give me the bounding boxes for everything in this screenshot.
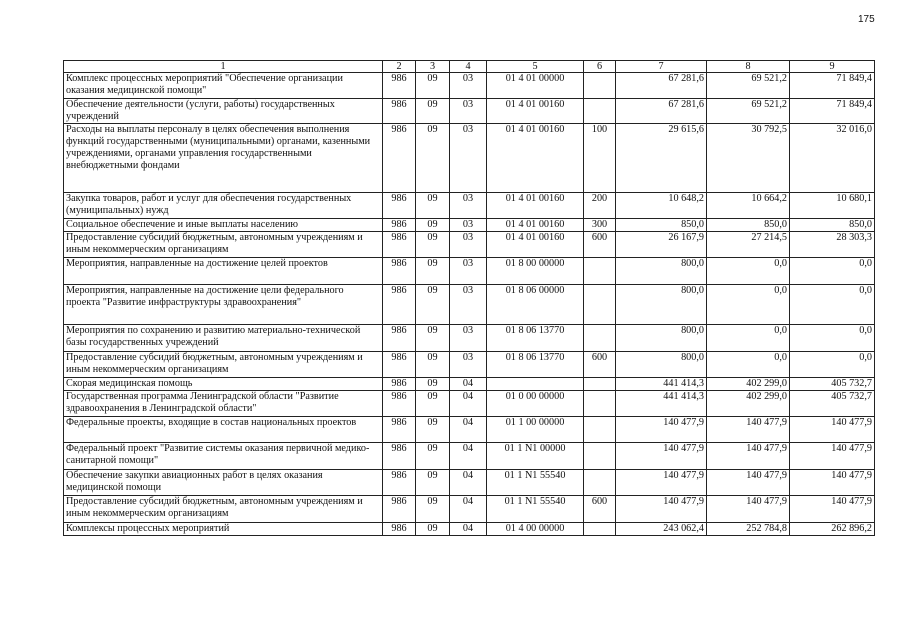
row-subsection: 03 (450, 73, 487, 99)
row-amount-col9: 262 896,2 (790, 523, 875, 536)
row-section: 09 (416, 523, 450, 536)
row-amount-col8: 140 477,9 (707, 496, 790, 523)
row-expense-type (584, 391, 616, 417)
row-subsection: 03 (450, 219, 487, 232)
row-subsection: 03 (450, 232, 487, 258)
row-amount-col9: 140 477,9 (790, 417, 875, 443)
row-amount-col7: 67 281,6 (616, 73, 707, 99)
row-expense-type (584, 523, 616, 536)
row-target-article: 01 4 01 00000 (487, 73, 584, 99)
row-section: 09 (416, 219, 450, 232)
table-row (64, 285, 875, 325)
row-amount-col7: 67 281,6 (616, 99, 707, 124)
row-section: 09 (416, 325, 450, 352)
row-subsection: 03 (450, 325, 487, 352)
row-amount-col7: 850,0 (616, 219, 707, 232)
row-amount-col8: 0,0 (707, 352, 790, 378)
row-target-article: 01 8 06 00000 (487, 285, 584, 325)
row-amount-col9: 0,0 (790, 258, 875, 285)
column-header-7: 7 (616, 61, 707, 73)
row-expense-type: 600 (584, 232, 616, 258)
row-code-admin: 986 (383, 124, 416, 193)
row-name: Федеральный проект "Развитие системы оказания первичной медико-санитарной помощи" (64, 443, 383, 470)
row-code-admin: 986 (383, 325, 416, 352)
row-target-article: 01 4 01 00160 (487, 232, 584, 258)
column-header-4: 4 (450, 61, 487, 73)
row-subsection: 04 (450, 443, 487, 470)
row-amount-col7: 140 477,9 (616, 496, 707, 523)
row-amount-col7: 26 167,9 (616, 232, 707, 258)
column-header-5: 5 (487, 61, 584, 73)
row-amount-col9: 405 732,7 (790, 378, 875, 391)
row-amount-col8: 69 521,2 (707, 99, 790, 124)
row-subsection: 03 (450, 258, 487, 285)
row-amount-col7: 10 648,2 (616, 193, 707, 219)
row-amount-col9: 71 849,4 (790, 73, 875, 99)
row-code-admin: 986 (383, 99, 416, 124)
row-amount-col7: 800,0 (616, 285, 707, 325)
row-amount-col9: 140 477,9 (790, 443, 875, 470)
row-subsection: 04 (450, 391, 487, 417)
row-amount-col8: 69 521,2 (707, 73, 790, 99)
table-row (64, 232, 875, 258)
row-amount-col9: 405 732,7 (790, 391, 875, 417)
row-section: 09 (416, 73, 450, 99)
row-section: 09 (416, 352, 450, 378)
table-row (64, 325, 875, 352)
row-amount-col9: 0,0 (790, 352, 875, 378)
row-amount-col7: 140 477,9 (616, 470, 707, 496)
row-amount-col9: 32 016,0 (790, 124, 875, 193)
row-amount-col8: 0,0 (707, 258, 790, 285)
row-name: Расходы на выплаты персоналу в целях обеспечения выполнения функций государственными (муниципальными) органами, казенными учреждениями, органами управления государственными внебюджетными фондами (64, 124, 383, 193)
column-header-3: 3 (416, 61, 450, 73)
row-amount-col8: 402 299,0 (707, 391, 790, 417)
row-name: Обеспечение деятельности (услуги, работы) государственных учреждений (64, 99, 383, 124)
row-target-article: 01 8 06 13770 (487, 352, 584, 378)
row-name: Закупка товаров, работ и услуг для обеспечения государственных (муниципальных) нужд (64, 193, 383, 219)
row-subsection: 04 (450, 523, 487, 536)
row-section: 09 (416, 470, 450, 496)
row-amount-col7: 140 477,9 (616, 417, 707, 443)
table-row (64, 443, 875, 470)
row-subsection: 04 (450, 378, 487, 391)
row-amount-col8: 252 784,8 (707, 523, 790, 536)
row-expense-type (584, 443, 616, 470)
table-row (64, 417, 875, 443)
row-subsection: 04 (450, 496, 487, 523)
row-name: Мероприятия по сохранению и развитию материально-технической базы государственных учреждений (64, 325, 383, 352)
row-target-article: 01 0 00 00000 (487, 391, 584, 417)
row-name: Скорая медицинская помощь (64, 378, 383, 391)
row-expense-type: 200 (584, 193, 616, 219)
row-amount-col8: 140 477,9 (707, 470, 790, 496)
table-row (64, 496, 875, 523)
row-amount-col7: 441 414,3 (616, 391, 707, 417)
row-expense-type (584, 73, 616, 99)
row-code-admin: 986 (383, 470, 416, 496)
table-row (64, 258, 875, 285)
row-amount-col7: 140 477,9 (616, 443, 707, 470)
page-number: 175 (858, 14, 875, 25)
row-code-admin: 986 (383, 391, 416, 417)
row-amount-col7: 800,0 (616, 325, 707, 352)
row-section: 09 (416, 378, 450, 391)
row-name: Мероприятия, направленные на достижение цели федерального проекта "Развитие инфраструктуры здравоохранения" (64, 285, 383, 325)
row-name: Предоставление субсидий бюджетным, автономным учреждениям и иным некоммерческим организациям (64, 496, 383, 523)
row-code-admin: 986 (383, 443, 416, 470)
row-expense-type (584, 417, 616, 443)
row-code-admin: 986 (383, 258, 416, 285)
row-target-article: 01 4 01 00160 (487, 99, 584, 124)
table-row (64, 99, 875, 124)
table-row (64, 470, 875, 496)
row-subsection: 04 (450, 417, 487, 443)
row-target-article: 01 1 00 00000 (487, 417, 584, 443)
row-amount-col8: 0,0 (707, 285, 790, 325)
row-amount-col8: 0,0 (707, 325, 790, 352)
row-amount-col7: 441 414,3 (616, 378, 707, 391)
row-subsection: 03 (450, 193, 487, 219)
row-amount-col7: 29 615,6 (616, 124, 707, 193)
row-amount-col7: 800,0 (616, 352, 707, 378)
row-subsection: 03 (450, 285, 487, 325)
row-amount-col9: 140 477,9 (790, 496, 875, 523)
row-expense-type: 100 (584, 124, 616, 193)
row-name: Комплекс процессных мероприятий "Обеспечение организации оказания медицинской помощи" (64, 73, 383, 99)
table-body (64, 73, 875, 536)
row-amount-col7: 243 062,4 (616, 523, 707, 536)
row-target-article: 01 4 01 00160 (487, 219, 584, 232)
row-code-admin: 986 (383, 193, 416, 219)
table-row (64, 391, 875, 417)
row-subsection: 03 (450, 99, 487, 124)
row-section: 09 (416, 496, 450, 523)
row-name: Федеральные проекты, входящие в состав национальных проектов (64, 417, 383, 443)
row-name: Государственная программа Ленинградской области "Развитие здравоохранения в Ленинградской области" (64, 391, 383, 417)
table-row (64, 219, 875, 232)
row-section: 09 (416, 391, 450, 417)
row-expense-type (584, 325, 616, 352)
row-amount-col8: 140 477,9 (707, 443, 790, 470)
row-expense-type (584, 285, 616, 325)
row-amount-col9: 140 477,9 (790, 470, 875, 496)
row-expense-type (584, 99, 616, 124)
row-amount-col8: 140 477,9 (707, 417, 790, 443)
header-row (64, 61, 875, 73)
row-amount-col9: 0,0 (790, 285, 875, 325)
row-amount-col9: 850,0 (790, 219, 875, 232)
row-expense-type: 600 (584, 496, 616, 523)
row-section: 09 (416, 417, 450, 443)
row-expense-type: 600 (584, 352, 616, 378)
row-code-admin: 986 (383, 417, 416, 443)
row-name: Обеспечение закупки авиационных работ в целях оказания медицинской помощи (64, 470, 383, 496)
row-section: 09 (416, 232, 450, 258)
column-header-2: 2 (383, 61, 416, 73)
row-target-article: 01 1 N1 55540 (487, 470, 584, 496)
row-section: 09 (416, 193, 450, 219)
row-section: 09 (416, 124, 450, 193)
row-section: 09 (416, 285, 450, 325)
row-amount-col7: 800,0 (616, 258, 707, 285)
row-name: Мероприятия, направленные на достижение целей проектов (64, 258, 383, 285)
row-target-article: 01 8 06 13770 (487, 325, 584, 352)
row-target-article: 01 4 01 00160 (487, 193, 584, 219)
row-name: Предоставление субсидий бюджетным, автономным учреждениям и иным некоммерческим организациям (64, 232, 383, 258)
table-row (64, 193, 875, 219)
row-code-admin: 986 (383, 73, 416, 99)
row-expense-type: 300 (584, 219, 616, 232)
row-amount-col8: 402 299,0 (707, 378, 790, 391)
row-target-article: 01 1 N1 00000 (487, 443, 584, 470)
table-row (64, 124, 875, 193)
row-name: Предоставление субсидий бюджетным, автономным учреждениям и иным некоммерческим организациям (64, 352, 383, 378)
row-target-article: 01 8 00 00000 (487, 258, 584, 285)
row-section: 09 (416, 258, 450, 285)
row-code-admin: 986 (383, 232, 416, 258)
column-header-1: 1 (64, 61, 383, 73)
row-amount-col9: 28 303,3 (790, 232, 875, 258)
row-expense-type (584, 378, 616, 391)
row-amount-col9: 71 849,4 (790, 99, 875, 124)
table-row (64, 73, 875, 99)
column-header-9: 9 (790, 61, 875, 73)
table-row (64, 378, 875, 391)
table-row (64, 352, 875, 378)
row-code-admin: 986 (383, 352, 416, 378)
row-amount-col8: 10 664,2 (707, 193, 790, 219)
row-name: Социальное обеспечение и иные выплаты населению (64, 219, 383, 232)
row-code-admin: 986 (383, 378, 416, 391)
row-amount-col9: 0,0 (790, 325, 875, 352)
row-section: 09 (416, 99, 450, 124)
row-amount-col8: 850,0 (707, 219, 790, 232)
row-target-article (487, 378, 584, 391)
row-code-admin: 986 (383, 523, 416, 536)
row-subsection: 04 (450, 470, 487, 496)
row-expense-type (584, 258, 616, 285)
row-section: 09 (416, 443, 450, 470)
row-target-article: 01 4 01 00160 (487, 124, 584, 193)
row-name: Комплексы процессных мероприятий (64, 523, 383, 536)
row-code-admin: 986 (383, 285, 416, 325)
column-header-8: 8 (707, 61, 790, 73)
row-target-article: 01 4 00 00000 (487, 523, 584, 536)
row-target-article: 01 1 N1 55540 (487, 496, 584, 523)
row-subsection: 03 (450, 352, 487, 378)
table-row (64, 523, 875, 536)
row-subsection: 03 (450, 124, 487, 193)
budget-table (63, 60, 875, 536)
row-expense-type (584, 470, 616, 496)
row-amount-col8: 30 792,5 (707, 124, 790, 193)
column-header-6: 6 (584, 61, 616, 73)
row-code-admin: 986 (383, 496, 416, 523)
row-code-admin: 986 (383, 219, 416, 232)
row-amount-col9: 10 680,1 (790, 193, 875, 219)
row-amount-col8: 27 214,5 (707, 232, 790, 258)
